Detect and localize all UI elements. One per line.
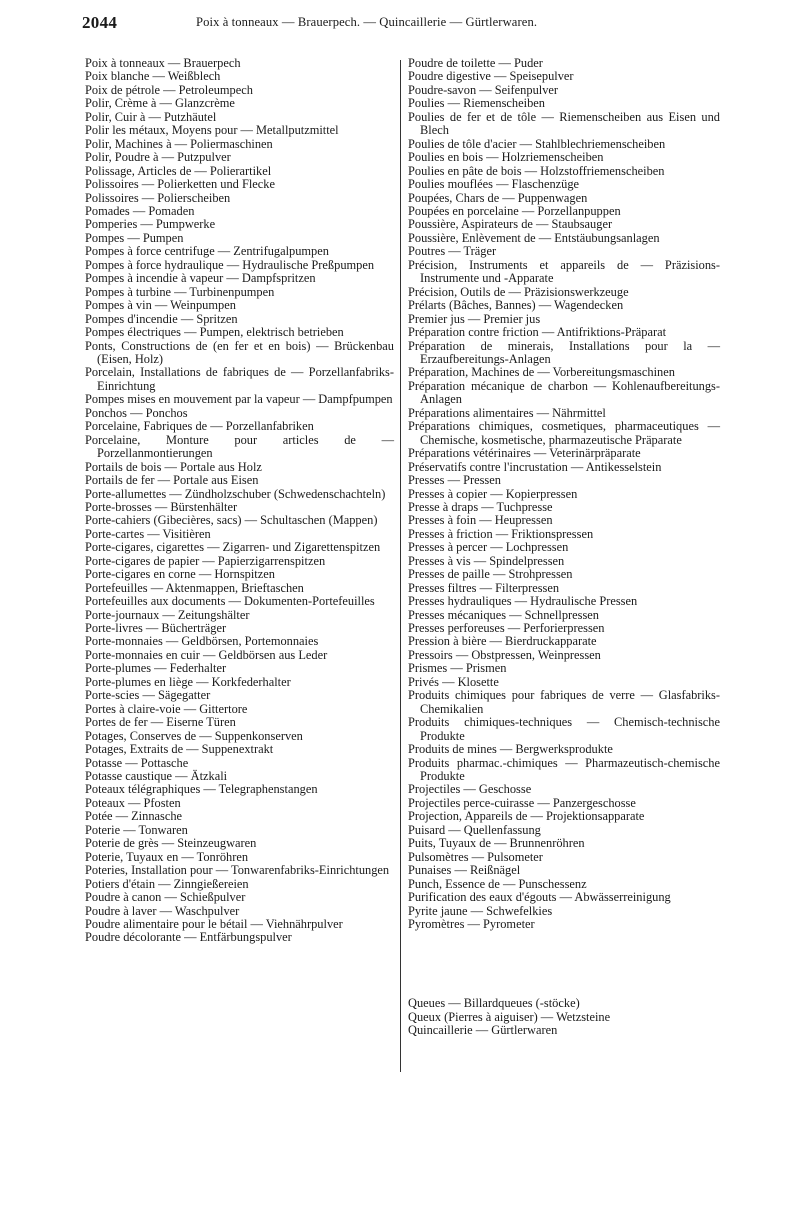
list-item: Porte-cigares en corne — Hornspitzen <box>85 567 275 582</box>
list-item: Porcelain, Installations de fabriques de — Porzellanfabriks-Einrichtung <box>85 365 394 393</box>
list-item: Porte-journaux — Zeitungshälter <box>85 607 250 622</box>
list-item: Porte-monnaies — Geldbörsen, Portemonnaies <box>85 634 319 649</box>
list-item: Pompes à force centrifuge — Zentrifugalpumpen <box>85 244 329 259</box>
list-item: Porte-plumes — Federhalter <box>85 661 227 676</box>
list-item: Premier jus — Premier jus <box>408 311 541 326</box>
list-item: Puits, Tuyaux de — Brunnenröhren <box>408 836 585 851</box>
page-number: 2044 <box>82 13 118 32</box>
list-item: Produits de mines — Bergwerksprodukte <box>408 742 613 757</box>
list-item: Poussière, Enlèvement de — Entstäubungsanlagen <box>408 230 660 245</box>
list-item: Porte-monnaies en cuir — Geldbörsen aus Leder <box>85 647 328 662</box>
list-item: Potasse — Pottasche <box>85 755 189 770</box>
list-item: Poudre alimentaire pour le bétail — Viehnährpulver <box>85 917 343 931</box>
list-item: Polir, Cuir à — Putzhäutel <box>85 109 217 124</box>
list-item: Ponts, Constructions de (en fer et en bois) — Brückenbau (Eisen, Holz) <box>85 338 394 366</box>
list-item: Presses perforeuses — Perforierpressen <box>408 621 605 636</box>
list-item: Presses à percer — Lochpressen <box>408 540 569 555</box>
list-item: Produits chimiques pour fabriques de verre — Glasfabriks-Chemikalien <box>408 688 720 716</box>
list-item: Presses à friction — Friktionspressen <box>408 526 594 541</box>
list-item: Punaises — Reißnägel <box>408 863 521 878</box>
list-item: Polissoires — Polierketten und Flecke <box>85 177 275 192</box>
list-item: Pyrite jaune — Schwefelkies <box>408 903 553 918</box>
list-item: Porte-cigares de papier — Papierzigarrenspitzen <box>85 553 326 568</box>
list-item: Ponchos — Ponchos <box>85 405 188 420</box>
list-item: Potages, Extraits de — Suppenextrakt <box>85 742 274 757</box>
list-item: Poulies en bois — Holzriemenscheiben <box>408 150 604 165</box>
list-item: Presses filtres — Filterpressen <box>408 580 560 595</box>
list-item: Presses à copier — Kopierpressen <box>408 486 578 501</box>
list-item: Préparation de minerais, Installations pour la — Erzaufbereitungs-Anlagen <box>408 338 720 366</box>
list-item: Prismes — Prismen <box>408 661 507 676</box>
list-item: Poterie, Tuyaux en — Tonröhren <box>85 849 249 864</box>
list-item: Poutres — Träger <box>408 244 497 259</box>
list-item: Poterie — Tonwaren <box>85 822 188 837</box>
list-item: Pression à bière — Bierdruckapparate <box>408 634 597 649</box>
list-item: Préparations alimentaires — Nährmittel <box>408 405 606 420</box>
list-item: Poix de pétrole — Petroleumpech <box>85 82 253 97</box>
list-item: Préparation, Machines de — Vorbereitungsmaschinen <box>408 365 675 380</box>
list-item: Poterie de grès — Steinzeugwaren <box>85 836 257 851</box>
list-item: Queues — Billardqueues (-stöcke) <box>408 996 580 1011</box>
list-item: Produits pharmac.-chimiques — Pharmazeutisch-chemische Produkte <box>408 755 720 784</box>
list-item: Porte-brosses — Bürstenhälter <box>85 499 238 514</box>
list-item: Précision, Outils de — Präzisionswerkzeuge <box>408 284 629 299</box>
list-item: Polissoires — Polierscheiben <box>85 190 231 205</box>
list-item: Polir, Crème à — Glanzcrème <box>85 96 235 111</box>
list-item: Pomades — Pomaden <box>85 203 195 218</box>
list-item: Porte-plumes en liège — Korkfederhalter <box>85 674 291 689</box>
running-title: Poix à tonneaux — Brauerpech. — Quincaillerie — Gürtlerwaren. <box>196 15 538 29</box>
list-item: Punch, Essence de — Punschessenz <box>408 876 587 891</box>
list-item: Produits chimiques-techniques — Chemisch-technische Produkte <box>408 715 720 743</box>
list-item: Potiers d'étain — Zinngießereien <box>85 876 249 891</box>
list-item: Poix blanche — Weißblech <box>85 69 221 84</box>
list-item: Puisard — Quellenfassung <box>408 822 541 837</box>
list-item: Polissage, Articles de — Polierartikel <box>85 163 272 178</box>
list-item: Presses hydrauliques — Hydraulische Pressen <box>408 594 638 609</box>
list-item: Précision, Instruments et appareils de — Präzisions-Instrumente und -Apparate <box>408 257 720 286</box>
list-item: Poulies de fer et de tôle — Riemenscheiben aus Eisen und Blech <box>408 109 720 138</box>
list-item: Poudre digestive — Speisepulver <box>408 69 574 84</box>
list-item: Quincaillerie — Gürtlerwaren <box>408 1023 558 1038</box>
list-item: Poudre de toilette — Puder <box>408 56 543 70</box>
list-item: Porte-scies — Sägegatter <box>85 688 211 703</box>
list-item: Pompes à incendie à vapeur — Dampfspritzen <box>85 271 316 286</box>
list-item: Pomperies — Pumpwerke <box>85 217 216 232</box>
list-item: Presses à foin — Heupressen <box>408 513 553 528</box>
list-item: Porte-cahiers (Gibecières, sacs) — Schultaschen (Mappen) <box>85 513 378 528</box>
list-item: Presses mécaniques — Schnellpressen <box>408 607 599 622</box>
list-item: Portes de fer — Eiserne Türen <box>85 715 236 730</box>
list-item: Portails de bois — Portale aus Holz <box>85 459 262 474</box>
list-item: Poudre à laver — Waschpulver <box>85 903 240 918</box>
list-item: Pompes d'incendie — Spritzen <box>85 311 238 326</box>
list-item: Poussière, Aspirateurs de — Staubsauger <box>408 217 613 232</box>
list-item: Polir les métaux, Moyens pour — Metallputzmittel <box>85 123 339 138</box>
list-item: Préservatifs contre l'incrustation — Antikesselstein <box>408 459 662 474</box>
list-item: Préparation mécanique de charbon — Kohlenaufbereitungs-Anlagen <box>408 378 720 407</box>
list-item: Préparations chimiques, cosmetiques, pharmaceutiques — Chemische, kosmetische, pharmazeutische Präparate <box>408 419 720 447</box>
list-item: Presse à draps — Tuchpresse <box>408 499 553 514</box>
list-item: Portails de fer — Portale aus Eisen <box>85 473 259 488</box>
list-item: Polir, Poudre à — Putzpulver <box>85 150 231 165</box>
list-item: Portefeuilles — Aktenmappen, Brieftaschen <box>85 580 304 595</box>
list-item: Préparations vétérinaires — Veterinärpräparate <box>408 446 641 461</box>
list-item: Poulies en pâte de bois — Holzstoffriemenscheiben <box>408 163 665 178</box>
list-item: Poudre décolorante — Entfärbungspulver <box>85 930 292 945</box>
list-item: Porcelaine, Monture pour articles de — Porzellanmontierungen <box>85 432 394 461</box>
list-item: Poteries, Installation pour — Tonwarenfabriks-Einrichtungen <box>85 863 390 878</box>
list-item: Privés — Klosette <box>408 674 499 689</box>
list-item: Prélarts (Bâches, Bannes) — Wagendecken <box>408 298 624 313</box>
list-item: Purification des eaux d'égouts — Abwässerreinigung <box>408 890 671 905</box>
list-item: Pulsomètres — Pulsometer <box>408 849 543 864</box>
list-item: Potée — Zinnasche <box>85 809 183 824</box>
list-item: Presses — Pressen <box>408 473 501 488</box>
list-item: Poteaux — Pfosten <box>85 795 181 810</box>
right-column <box>408 57 720 1038</box>
list-item: Poix à tonneaux — Brauerpech <box>85 56 241 70</box>
list-item: Poulies de tôle d'acier — Stahlblechriemenscheiben <box>408 136 666 151</box>
list-item: Queux (Pierres à aiguiser) — Wetzsteine <box>408 1009 611 1024</box>
list-item: Projectiles perce-cuirasse — Panzergeschosse <box>408 795 636 810</box>
list-item: Pompes électriques — Pumpen, elektrisch betrieben <box>85 325 344 340</box>
list-item: Pompes à vin — Weinpumpen <box>85 298 236 313</box>
list-item: Porte-cartes — Visitièren <box>85 526 211 541</box>
column-divider <box>400 60 401 1072</box>
section-gap <box>408 931 720 997</box>
list-item: Projection, Appareils de — Projektionsapparate <box>408 809 645 824</box>
list-item: Pompes mises en mouvement par la vapeur — Dampfpumpen <box>85 392 393 407</box>
list-item: Porte-cigares, cigarettes — Zigarren- und Zigarettenspitzen <box>85 540 381 555</box>
list-item: Presses à vis — Spindelpressen <box>408 553 565 568</box>
list-item: Polir, Machines à — Poliermaschinen <box>85 136 273 151</box>
list-item: Poteaux télégraphiques — Telegraphenstangen <box>85 782 318 797</box>
list-item: Poudre à canon — Schießpulver <box>85 890 246 905</box>
list-item: Potasse caustique — Ätzkali <box>85 769 228 784</box>
list-item: Préparation contre friction — Antifriktions-Präparat <box>408 325 667 340</box>
list-item: Porcelaine, Fabriques de — Porzellanfabriken <box>85 419 314 434</box>
list-item: Portes à claire-voie — Gittertore <box>85 701 248 716</box>
list-item: Projectiles — Geschosse <box>408 782 532 797</box>
left-column <box>85 57 394 945</box>
list-item: Poulies mouflées — Flaschenzüge <box>408 177 580 192</box>
list-item: Poupées, Chars de — Puppenwagen <box>408 190 588 205</box>
list-item: Poulies — Riemenscheiben <box>408 96 545 111</box>
list-item: Presses de paille — Strohpressen <box>408 567 573 582</box>
list-item: Portefeuilles aux documents — Dokumenten-Portefeuilles <box>85 594 375 609</box>
list-item: Poupées en porcelaine — Porzellanpuppen <box>408 203 621 218</box>
list-item: Pompes à turbine — Turbinenpumpen <box>85 284 275 299</box>
list-item: Pompes à force hydraulique — Hydraulische Preßpumpen <box>85 257 375 272</box>
list-item: Poudre-savon — Seifenpulver <box>408 82 559 97</box>
list-item: Pressoirs — Obstpressen, Weinpressen <box>408 647 601 662</box>
list-item: Potages, Conserves de — Suppenkonserven <box>85 728 303 743</box>
list-item: Pompes — Pumpen <box>85 230 184 245</box>
list-item: Porte-livres — Bücherträger <box>85 621 227 636</box>
list-item: Pyromètres — Pyrometer <box>408 917 535 931</box>
list-item: Porte-allumettes — Zündholzschuber (Schwedenschachteln) <box>85 486 386 501</box>
